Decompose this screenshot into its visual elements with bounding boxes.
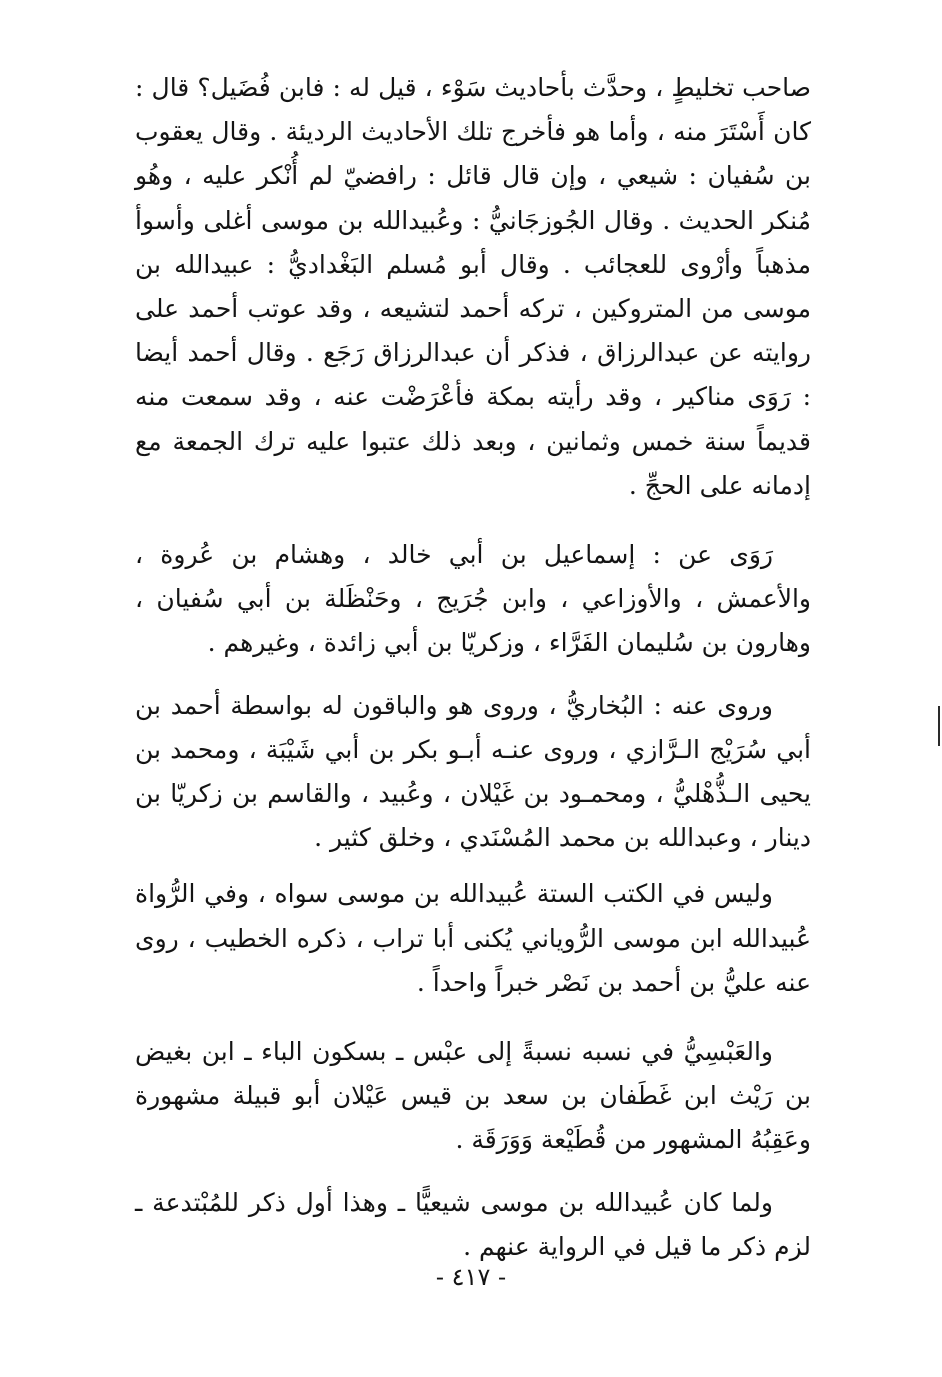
paragraph-4: وليس في الكتب الستة عُبيدالله بن موسى سواه ، وفي الرُّواة عُبيدالله ابن موسى الرُّوياني يُكنى أبا تراب ، ذكره الخطيب ، روى عنه عليُّ بن أحمد بن نَصْر خبراً واحداً . bbox=[135, 879, 811, 997]
paragraph-2: رَوَى عن : إسماعيل بن أبي خالد ، وهشام بن عُروة ، والأعمش ، والأوزاعي ، وابن جُرَيج ، وحَنْظَلة بن أبي سُفيان ، وهارون بن سُليمان الفَرَّاء ، وزكريّا بن أبي زائدة ، وغيرهم . bbox=[135, 540, 811, 658]
paragraph-6: ولما كان عُبيدالله بن موسى شيعيًّا ـ وهذا أول ذكر للمُبْتدعة ـ لزم ذكر ما قيل في الرواية عنهم . bbox=[135, 1187, 811, 1261]
paragraph-5: والعَبْسِيُّ في نسبه نسبةً إلى عبْس ـ بسكون الباء ـ ابن بغيض بن رَيْث ابن غَطَفان بن سعد بن قيس عَيْلان أبو قبيلة مشهورة وعَقِبُهُ المشهور من قُطَيْعة وَوَرَقَة . bbox=[135, 1037, 811, 1155]
paragraph-1: صاحب تخليطٍ ، وحدَّث بأحاديث سَوْء ، قيل له : فابن فُضَيل؟ قال : كان أَسْتَرَ منه ، وأما هو فأخرج تلك الأحاديث الرديئة . وقال يعقوب بن سُفيان : شيعي ، وإن قال قائل : رافضيّ لم أُنْكر عليه ، وهُو مُنكر الحديث . وقال الجُوزجَانيُّ : وعُبيدالله بن موسى أغلى وأسوأ مذهباً وأرْوى للعجائب . وقال أبو مُسلم البَغْداديُّ : عبيدالله بن موسى من المتروكين ، تركه أحمد لتشيعه ، وقد عوتب أحمد على روايته عن عبدالرزاق ، فذكر أن عبدالرزاق رَجَع . وقال أحمد أيضا : رَوَى مناكير ، وقد رأيته بمكة فأعْرَضْت عنه ، وقد سمعت منه قديماً سنة خمس وثمانين ، وبعد ذلك عتبوا عليه ترك الجمعة مع إدمانه على الحجِّ . bbox=[135, 73, 811, 500]
paragraph-3: وروى عنه : البُخاريُّ ، وروى هو والباقون له بواسطة أحمد بن أبي سُرَيْج الـرَّازي ، وروى عنـه أبـو بكر بن أبي شَيْبَة ، ومحمد بن يحيى الـذُّهْليُّ ، ومحمـود بن غَيْلان ، وعُبيد ، والقاسم بن زكريّا بن دينار ، وعبدالله بن محمد المُسْنَدي ، وخلق كثير . bbox=[135, 690, 811, 853]
page-number: - ٤١٧ - bbox=[435, 1263, 507, 1291]
scan-edge-mark bbox=[938, 706, 940, 746]
page-body bbox=[135, 66, 811, 1269]
